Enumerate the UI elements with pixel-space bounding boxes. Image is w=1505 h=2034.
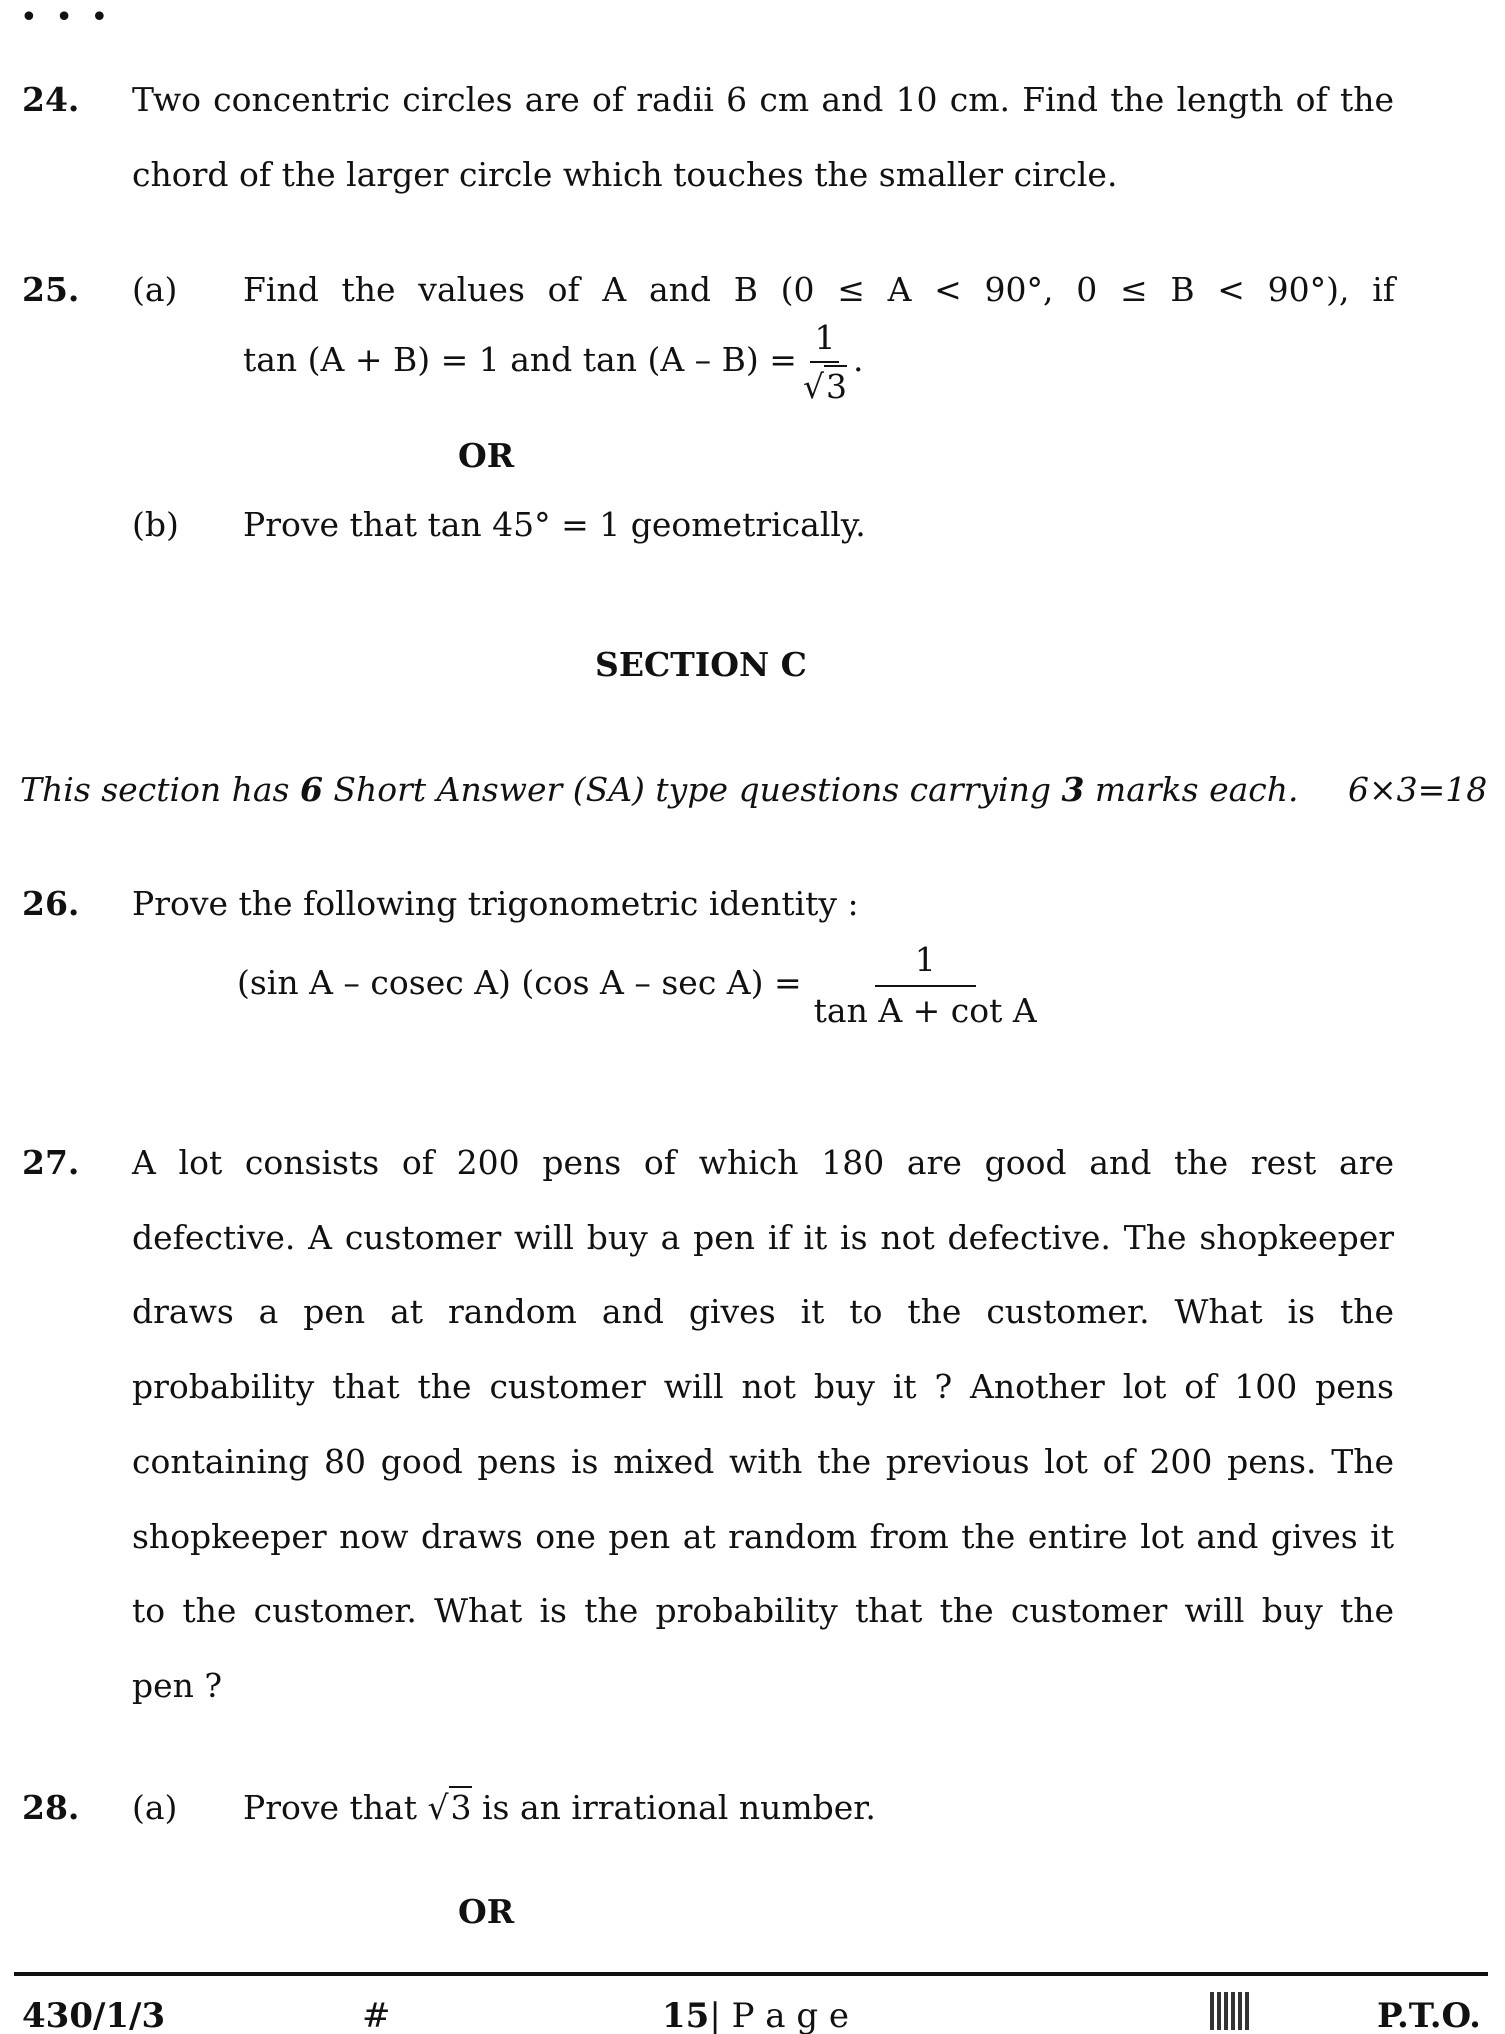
q28a-label: (a) [132, 1788, 178, 1827]
q27-line: A lot consists of 200 pens of which 180 are good and the rest are [132, 1143, 1394, 1182]
radicand: 3 [450, 1788, 472, 1827]
q24-line: Two concentric circles are of radii 6 cm and 10 cm. Find the length of the [132, 80, 1394, 119]
q27-number: 27. [22, 1143, 80, 1182]
q27-line: draws a pen at random and gives it to the customer. What is the [132, 1292, 1394, 1331]
text: marks each. [1084, 770, 1299, 809]
page-word: P a g e [731, 1996, 850, 2034]
text: Prove that [243, 1788, 417, 1827]
q25a-line1: Find the values of A and B (0 ≤ A < 90°, 0 ≤ B < 90°), if [243, 270, 1395, 309]
lhs: (sin A – cosec A) (cos A – sec A) = [237, 963, 802, 1002]
footer-divider [14, 1972, 1488, 1976]
numerator: 1 [810, 318, 839, 363]
q27-line: shopkeeper now draws one pen at random from the entire lot and gives it [132, 1517, 1394, 1556]
q27-line: probability that the customer will not buy it ? Another lot of 100 pens [132, 1367, 1394, 1406]
radicand: 3 [825, 367, 847, 406]
q25a-line2: tan (A + B) = 1 and tan (A – B) = $\frac{1}{√3}$ . [243, 318, 864, 406]
q24-line: chord of the larger circle which touches the smaller circle. [132, 155, 1118, 194]
denominator: tan A + cot A [813, 991, 1037, 1030]
q25b-text: Prove that tan 45° = 1 geometrically. [243, 505, 866, 544]
text: This section has [20, 770, 300, 809]
page-number: 15| P a g e [662, 1996, 850, 2034]
paper-code: 430/1/3 [22, 1996, 166, 2034]
hash-mark: # [362, 1996, 391, 2034]
denominator: √3 [802, 367, 847, 406]
q25b-label: (b) [132, 505, 179, 544]
q27-line: containing 80 good pens is mixed with the previous lot of 200 pens. The [132, 1442, 1394, 1481]
section-marks: 6×3=18 [1348, 770, 1488, 809]
pto-label: P.T.O. [1377, 1996, 1481, 2034]
q26-number: 26. [22, 884, 80, 923]
text: is an irrational number. [482, 1788, 876, 1827]
page-num: 15 [662, 1996, 710, 2034]
q25a-equation: tan (A + B) = 1 and tan (A – B) = [243, 340, 797, 379]
q25a-label: (a) [132, 270, 178, 309]
fraction [814, 940, 1037, 1030]
qr-code-icon [1210, 1992, 1252, 2030]
fraction [803, 318, 847, 406]
q26-identity [237, 940, 1043, 1030]
more-dots: • • • [20, 0, 113, 35]
q28a-text: Prove that √3 is an irrational number. [243, 1788, 876, 1827]
q27-line: pen ? [132, 1666, 223, 1705]
q25-number: 25. [22, 270, 80, 309]
q24-number: 24. [22, 80, 80, 119]
marks: 3 [1061, 770, 1085, 809]
text: Short Answer (SA) type questions carrying [322, 770, 1062, 809]
or-label: OR [458, 1892, 515, 1931]
count: 6 [299, 770, 323, 809]
q27-line: defective. A customer will buy a pen if it is not defective. The shopkeeper [132, 1218, 1394, 1257]
q27-line: to the customer. What is the probability that the customer will buy the [132, 1591, 1394, 1630]
section-title: SECTION C [595, 645, 807, 684]
numerator: 1 [875, 940, 976, 987]
section-instruction [20, 770, 1299, 809]
q26-text: Prove the following trigonometric identity : [132, 884, 859, 923]
q28-number: 28. [22, 1788, 80, 1827]
or-label: OR [458, 436, 515, 475]
